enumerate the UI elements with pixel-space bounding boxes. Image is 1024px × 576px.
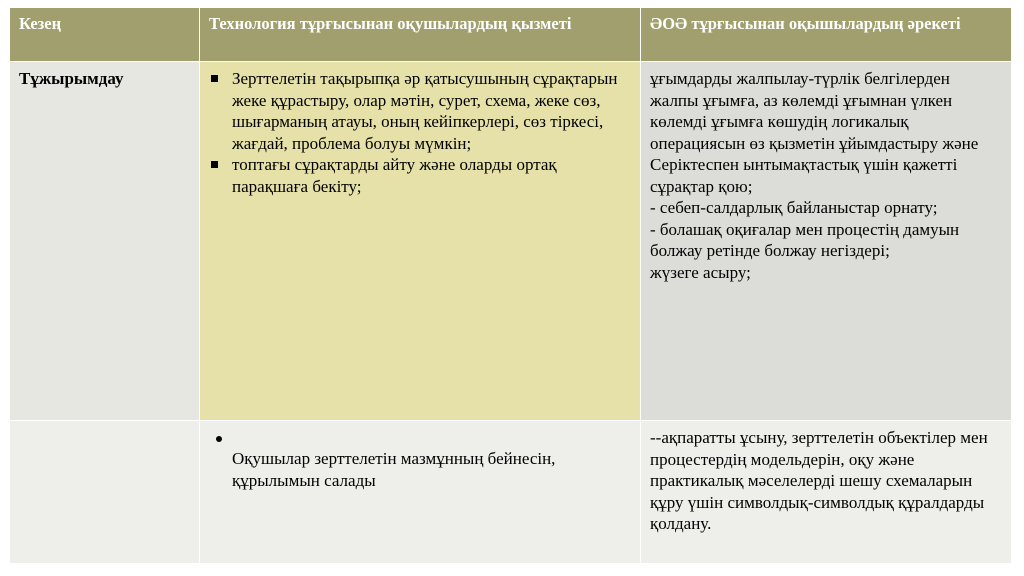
stage-cell xyxy=(10,421,200,564)
activity-line: - болашақ оқиғалар мен процестің дамуын болжау ретінде болжау негіздері; xyxy=(650,219,960,260)
table-row xyxy=(10,62,1012,421)
activity-line: жүзеге асыру; xyxy=(650,262,751,282)
list-item xyxy=(209,154,631,197)
list-item xyxy=(209,68,631,154)
header-technology: Технология тұрғысынан оқушылардың қызметі xyxy=(200,8,641,62)
technology-cell xyxy=(200,421,641,564)
activity-line: ұғымдарды жалпылау-түрлік белгілерден жалпы ұғымға, аз көлемді ұғымнан үлкен көлемді ұғымға көшудің логикалық операциясын өз қызметін ұйымдастыру және Серіктеспен ынтымақтастық үшін қажетті сұрақтар қою; xyxy=(650,69,979,196)
technology-text: Оқушылар зерттелетін мазмұнның бейнесін, құрылымын салады xyxy=(232,449,556,490)
activity-line: - себеп-салдарлық байланыстар орнату; xyxy=(650,198,938,217)
list-item-text: Зерттелетін тақырыпқа әр қатысушының сұрақтарын жеке құрастыру, олар мәтін, сурет, схема, жеке сөз, шығарманың атауы, оның кейіпкерлері, сөз тіркесі, жағдай, проблема болуы мүмкін; xyxy=(232,69,618,153)
activity-cell: --ақпаратты ұсыну, зерттелетін объектілер мен процестердің модельдерін, оқу және практикалық мәселелерді шешу схемаларын құру үшін символдық-символдық құралдарды қолдану. xyxy=(641,421,1012,564)
header-stage: Кезең xyxy=(10,8,200,62)
activity-cell xyxy=(641,62,1012,421)
bullet-line xyxy=(209,427,631,448)
round-bullet-icon xyxy=(216,436,222,442)
square-bullet-icon xyxy=(211,75,218,82)
content-table xyxy=(9,7,1012,564)
technology-list xyxy=(209,68,631,197)
table-row xyxy=(10,421,1012,564)
table-header-row xyxy=(10,8,1012,62)
header-activity: ӘОӘ тұрғысынан оқышылардың әрекеті xyxy=(641,8,1012,62)
stage-cell: Тұжырымдау xyxy=(10,62,200,421)
technology-cell xyxy=(200,62,641,421)
square-bullet-icon xyxy=(211,161,218,168)
list-item-text: топтағы сұрақтарды айту және оларды ортақ парақшаға бекіту; xyxy=(232,155,557,196)
